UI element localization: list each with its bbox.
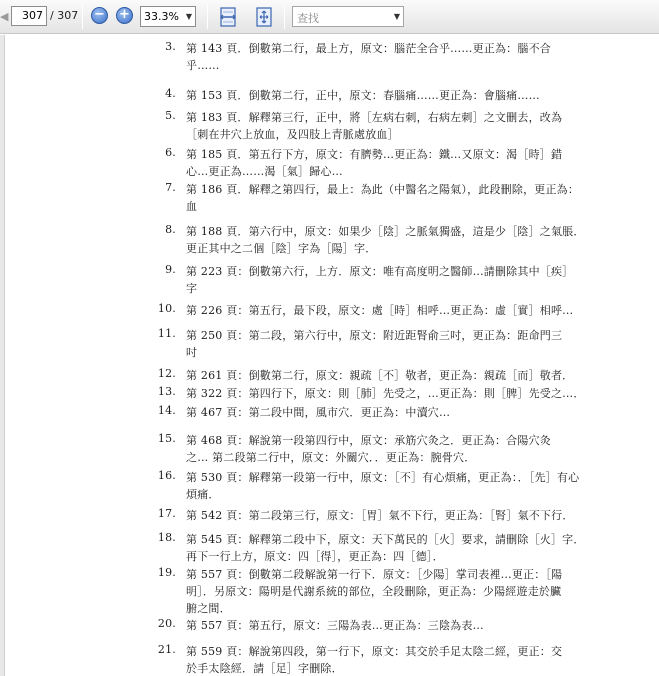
toolbar-divider [207,5,208,29]
errata-line: ［刺在井穴上放血，及四肢上青脈處放血］ [186,128,399,141]
errata-line: 第 143 頁．倒數第二行，最上方，原文：腦茫全合乎……更正為：腦不合 [186,42,551,55]
errata-line: 吋 [186,346,198,359]
errata-number: 9. [165,263,176,276]
errata-number: 7. [165,181,176,194]
fit-page-button[interactable] [253,6,275,28]
fit-page-icon [253,6,275,28]
zoom-select[interactable] [140,6,196,27]
errata-number: 13. [157,385,176,398]
errata-number: 12. [157,367,176,380]
errata-line: 第 153 頁．倒數第二行，正中，原文：春腦痛……更正為：會腦痛…… [186,89,540,102]
errata-line: 第 226 頁：第五行，最下段，原文：處［時］相呼…更正為：虛［實］相呼… [186,304,574,317]
errata-number: 11. [157,327,176,340]
errata-line: 第 557 頁：第五行，原文：三陽為表…更正為：三陰為表… [186,619,484,632]
pdf-toolbar [0,0,659,34]
errata-line: 第 250 頁：第二段，第六行中，原文：附近距腎俞三吋，更正為：距命門三 [186,329,563,342]
errata-line: 第 188 頁．第六行中，原文：如果少［陰］之脈氣獨盛，這是少［陰］之氣脹． [186,225,585,238]
errata-line: 字 [186,282,198,295]
errata-number: 16. [157,469,176,482]
page-number-input[interactable]: 307 [11,6,47,26]
errata-line: 血 [186,200,198,213]
errata-line: 再下一行上方，原文：四［得］，更正為：四［德］． [186,550,444,563]
errata-line: 第 557 頁：倒數第二段解說第一行下．原文：［少陽］掌司表裡…更正：［陽 [186,568,563,581]
search-input[interactable] [292,6,404,27]
errata-line: 第 183 頁．解釋第三行，正中，將［左病右刺，右病左刺］之文刪去，改為 [186,111,563,124]
errata-number: 14. [157,404,176,417]
previous-page-icon[interactable]: ◀ [0,10,9,23]
errata-number: 3. [165,40,176,53]
fit-width-button[interactable] [217,6,239,28]
errata-number: 17. [157,507,176,520]
search-placeholder: 查找 [297,12,319,25]
errata-line: 於手太陰經．請［足］字刪除． [186,662,343,675]
errata-line: 第 261 頁：倒數第二行，原文：親疏［不］敬者，更正為：親疏［而］敬者． [186,369,574,382]
zoom-in-button[interactable] [116,7,133,24]
chevron-down-icon: ▼ [393,12,401,21]
errata-number: 18. [157,531,176,544]
fit-width-icon [217,6,239,28]
zoom-value: 33.3% [144,10,179,23]
errata-line: 第 468 頁：解說第一段第四行中，原文：承筋穴灸之．更正為：合陽穴灸 [186,434,551,447]
errata-number: 4. [165,87,176,100]
page-total-label: / 307 [50,9,79,22]
errata-number: 21. [157,643,176,656]
chevron-down-icon: ▼ [185,12,193,21]
errata-line: 第 542 頁：第二段第三行，原文：［胃］氣不下行，更正為：［腎］氣不下行． [186,509,574,522]
errata-line: 第 223 頁：倒數第六行，上方．原文：唯有高度明之醫師…請刪除其中［疾］ [186,265,574,278]
errata-line: 第 530 頁：解釋第一段第一行中，原文：［不］有心煩痛，更正為：．［先］有心 [186,471,580,484]
errata-number: 19. [157,566,176,579]
errata-number: 10. [157,302,176,315]
errata-line: 更正其中之二個［陰］字為［陽］字． [186,242,377,255]
errata-number: 20. [157,617,176,630]
errata-line: 第 467 頁：第二段中間，風市穴．更正為：中瀆穴… [186,406,451,419]
errata-line: 煩痛． [186,488,220,501]
errata-line: 第 186 頁．解釋之第四行，最上：為此（中醫名之陽氣），此段刪除，更正為： [186,183,580,196]
errata-line: 之… 第二段第二行中，原文：外關穴．．更正為：腕骨穴． [186,451,476,464]
toolbar-divider [82,5,83,29]
errata-number: 6. [165,146,176,159]
errata-line: 第 322 頁：第四行下，原文：則［肺］先受之，…更正為：則［脾］先受之…． [186,387,585,400]
errata-line: 腑之間． [186,602,231,615]
errata-line: 第 559 頁：解說第四段，第一行下，原文：其交於手足太陰二經，更正：交 [186,645,563,658]
minus-icon: − [94,7,105,22]
errata-line: 心…更正為……渴［氣］歸心… [186,165,343,178]
errata-number: 8. [165,223,176,236]
errata-line: 第 545 頁：解釋第二段中下，原文：天下萬民的［火］要求，請刪除［火］字． [186,533,585,546]
errata-line: 第 185 頁．第五行下方，原文：有臍勢…更正為：鐵…又原文：渴［時］錯 [186,148,563,161]
errata-number: 5. [165,109,176,122]
zoom-out-button[interactable] [91,7,108,24]
errata-line: 乎…… [186,59,220,72]
plus-icon: + [119,7,130,22]
toolbar-divider [284,5,285,29]
document-page [0,35,659,676]
errata-number: 15. [157,432,176,445]
errata-line: 明］．另原文：陽明是代謝系統的部位，全段刪除，更正為：少陽經遊走於臟 [186,585,562,598]
